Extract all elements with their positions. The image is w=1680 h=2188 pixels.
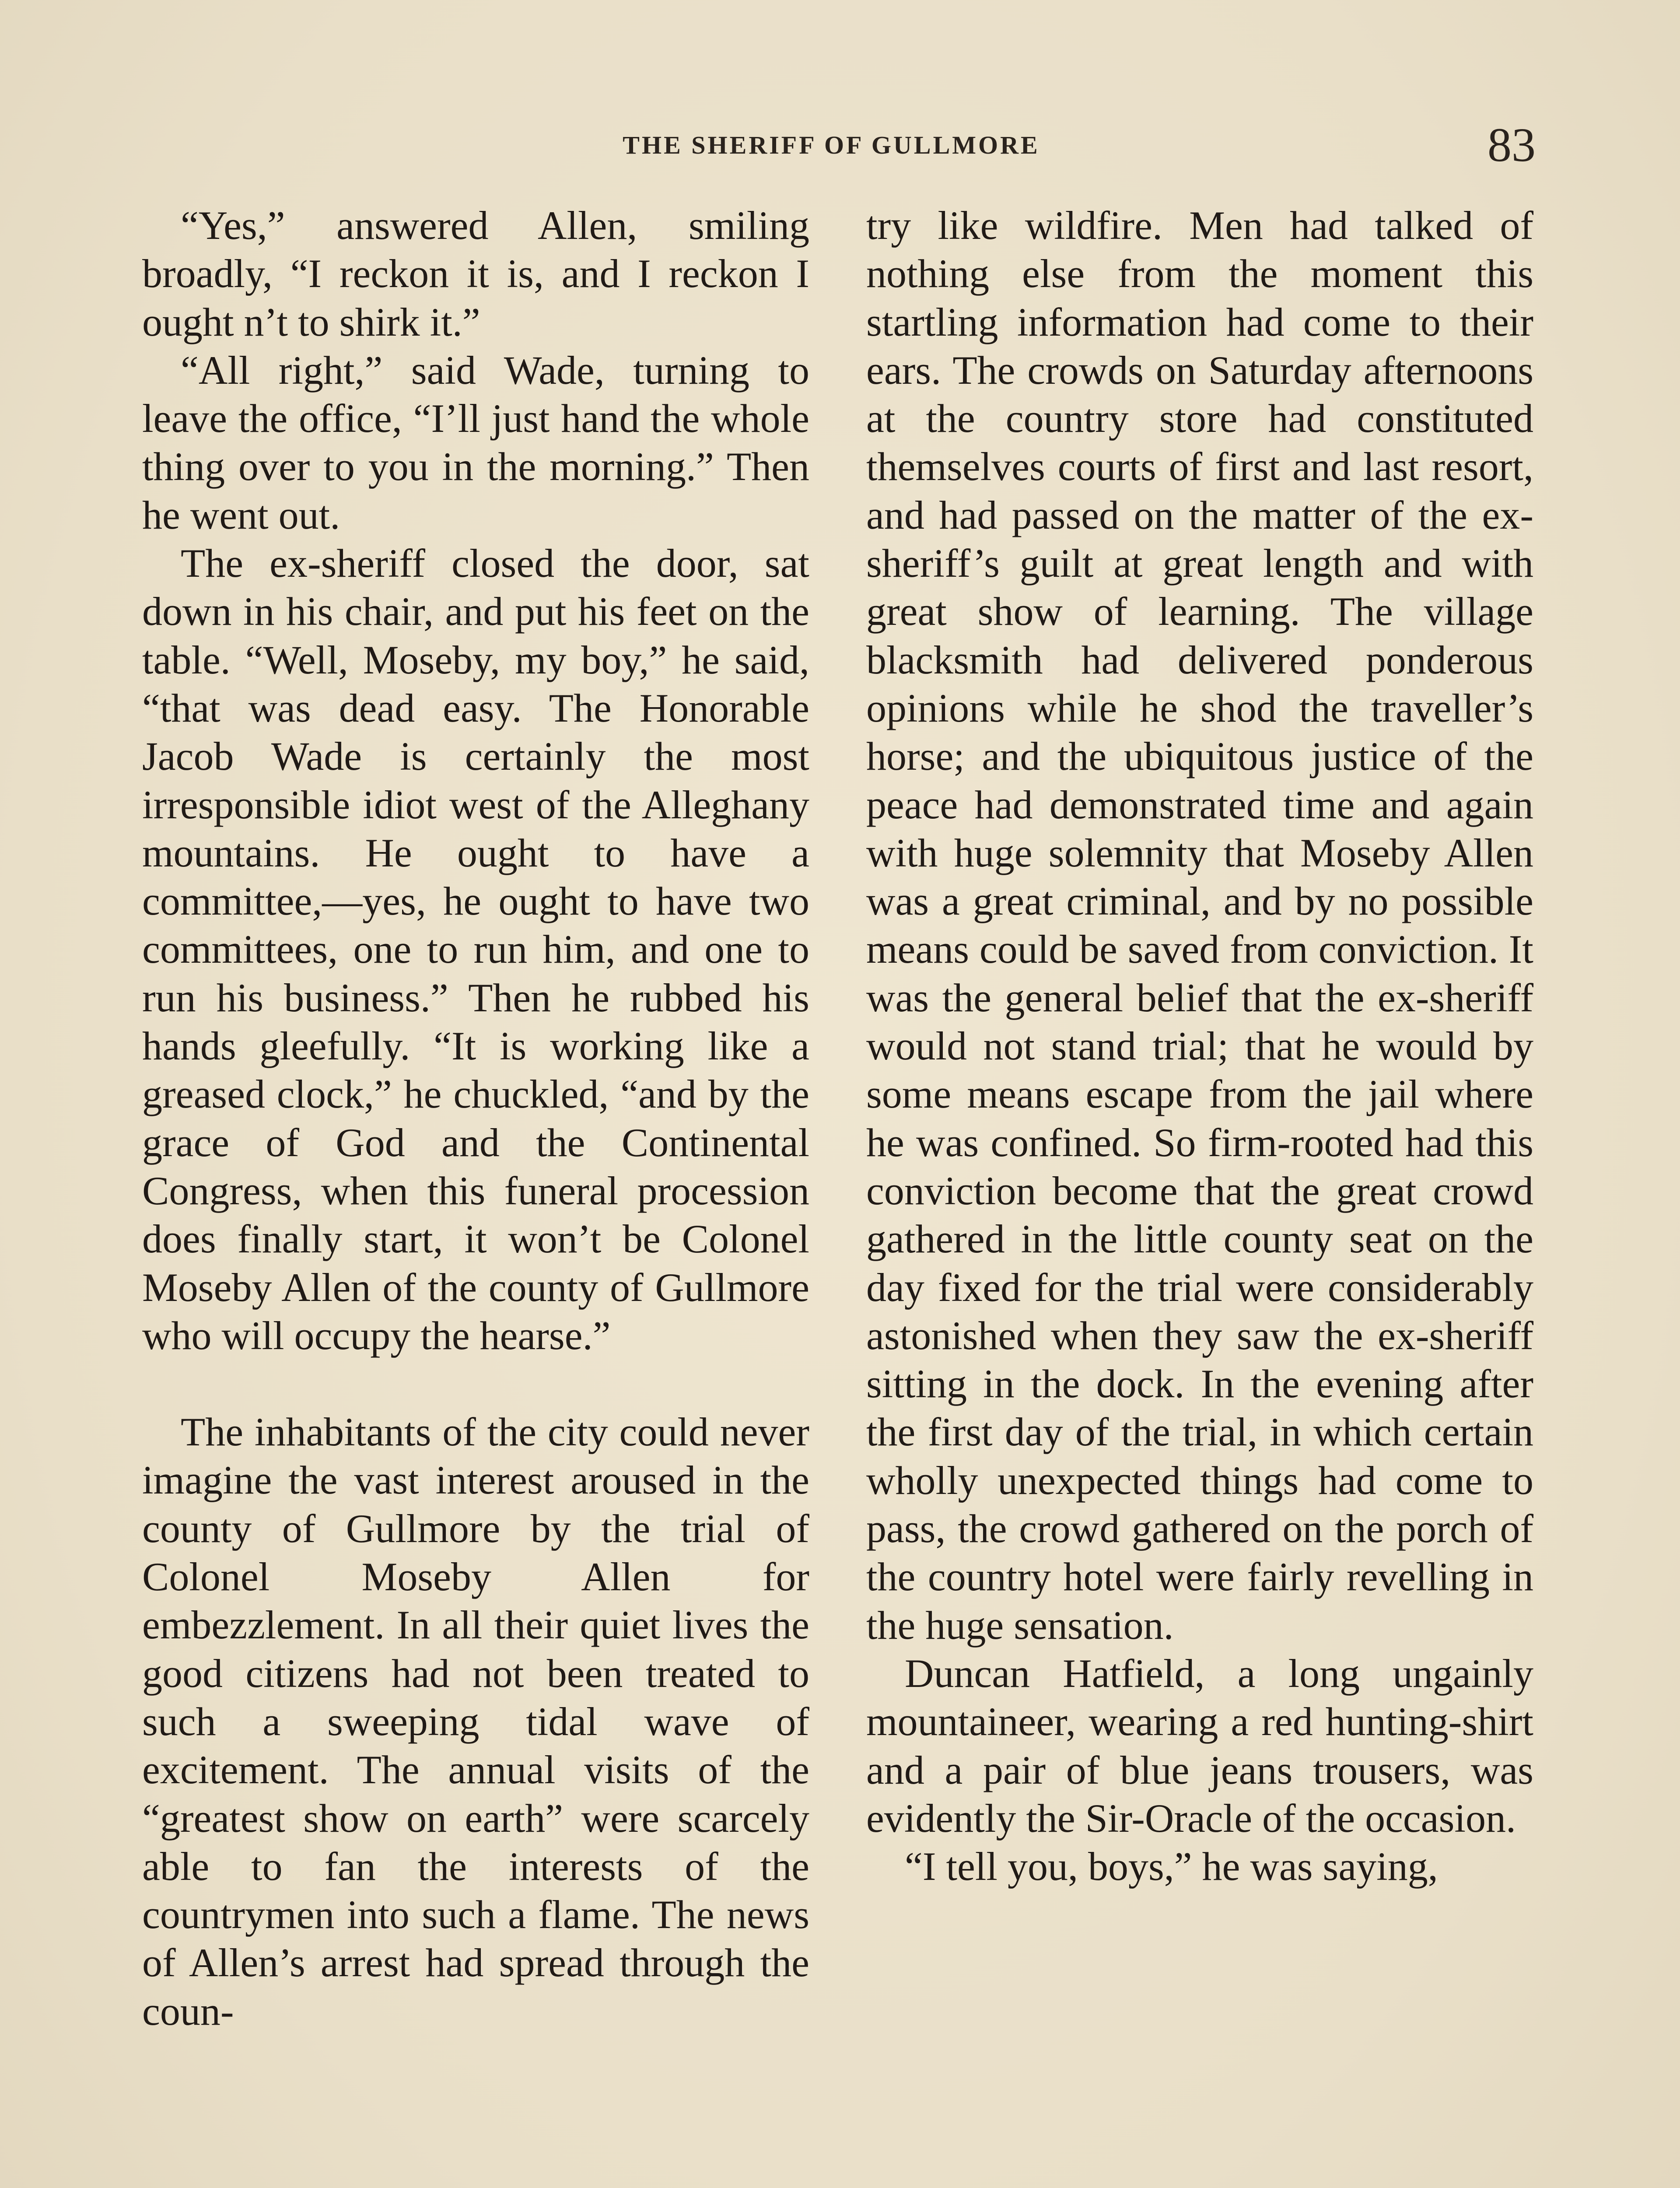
paragraph: try like wildfire. Men had talked of nothing else from the moment this startling information had come to their ears. The crowds on Saturday afternoons at the country store had constituted themselves courts of first and last resort, and had passed on the matter of the ex-sheriff’s guilt at great length and with great show of learning. The village blacksmith had delivered ponderous opinions while he shod the traveller’s horse; and the ubiquitous justice of the peace had demonstrated time and again with huge solemnity that Moseby Allen was a great criminal, and by no possible means could be saved from conviction. It was the general belief that the ex-sheriff would not stand trial; that he would by some means escape from the jail where he was confined. So firm-rooted had this conviction become that the great crowd gathered in the little county seat on the day fixed for the trial were considerably astonished when they saw the ex-sheriff sitting in the dock. In the evening after the first day of the trial, in which certain wholly unexpected things had come to pass, the crowd gathered on the porch of the country hotel were fairly revelling in the huge sensation. <box>866 203 1533 1648</box>
left-column <box>142 201 809 2035</box>
paragraph: “All right,” said Wade, turning to leave the office, “I’ll just hand the whole thing over to you in the morning.” Then he went out. <box>142 347 809 537</box>
paragraph: “Yes,” answered Allen, smiling broadly, “I reckon it is, and I reckon I ought n’t to shirk it.” <box>142 203 809 344</box>
paragraph: The ex-sheriff closed the door, sat down in his chair, and put his feet on the table. “Well, Moseby, my boy,” he said, “that was dead easy. The Honorable Jacob Wade is certainly the most irresponsible idiot west of the Alleghany mountains. He ought to have a committee,—yes, he ought to have two committees, one to run him, and one to run his business.” Then he rubbed his hands gleefully. “It is working like a greased clock,” he chuckled, “and by the grace of God and the Continental Congress, when this funeral procession does finally start, it won’t be Colonel Moseby Allen of the county of Gullmore who will occupy the hearse.” <box>142 541 809 1358</box>
paragraph: Duncan Hatfield, a long ungainly mountaineer, wearing a red hunting-shirt and a pair of blue jeans trousers, was evidently the Sir-Oracle of the occasion. <box>866 1651 1533 1841</box>
paragraph: The inhabitants of the city could never imagine the vast interest aroused in the county of Gullmore by the trial of Colonel Moseby Allen for embezzlement. In all their quiet lives the good citizens had not been treated to such a sweeping tidal wave of excitement. The annual visits of the “greatest show on earth” were scarcely able to fan the interests of the countrymen into such a flame. The news of Allen’s arrest had spread through the coun- <box>142 1410 809 2034</box>
paragraph: “I tell you, boys,” he was saying, <box>905 1844 1438 1889</box>
right-column <box>866 201 1533 1890</box>
page-number: 83 <box>1488 118 1536 172</box>
running-title: THE SHERIFF OF GULLMORE <box>623 131 1040 159</box>
